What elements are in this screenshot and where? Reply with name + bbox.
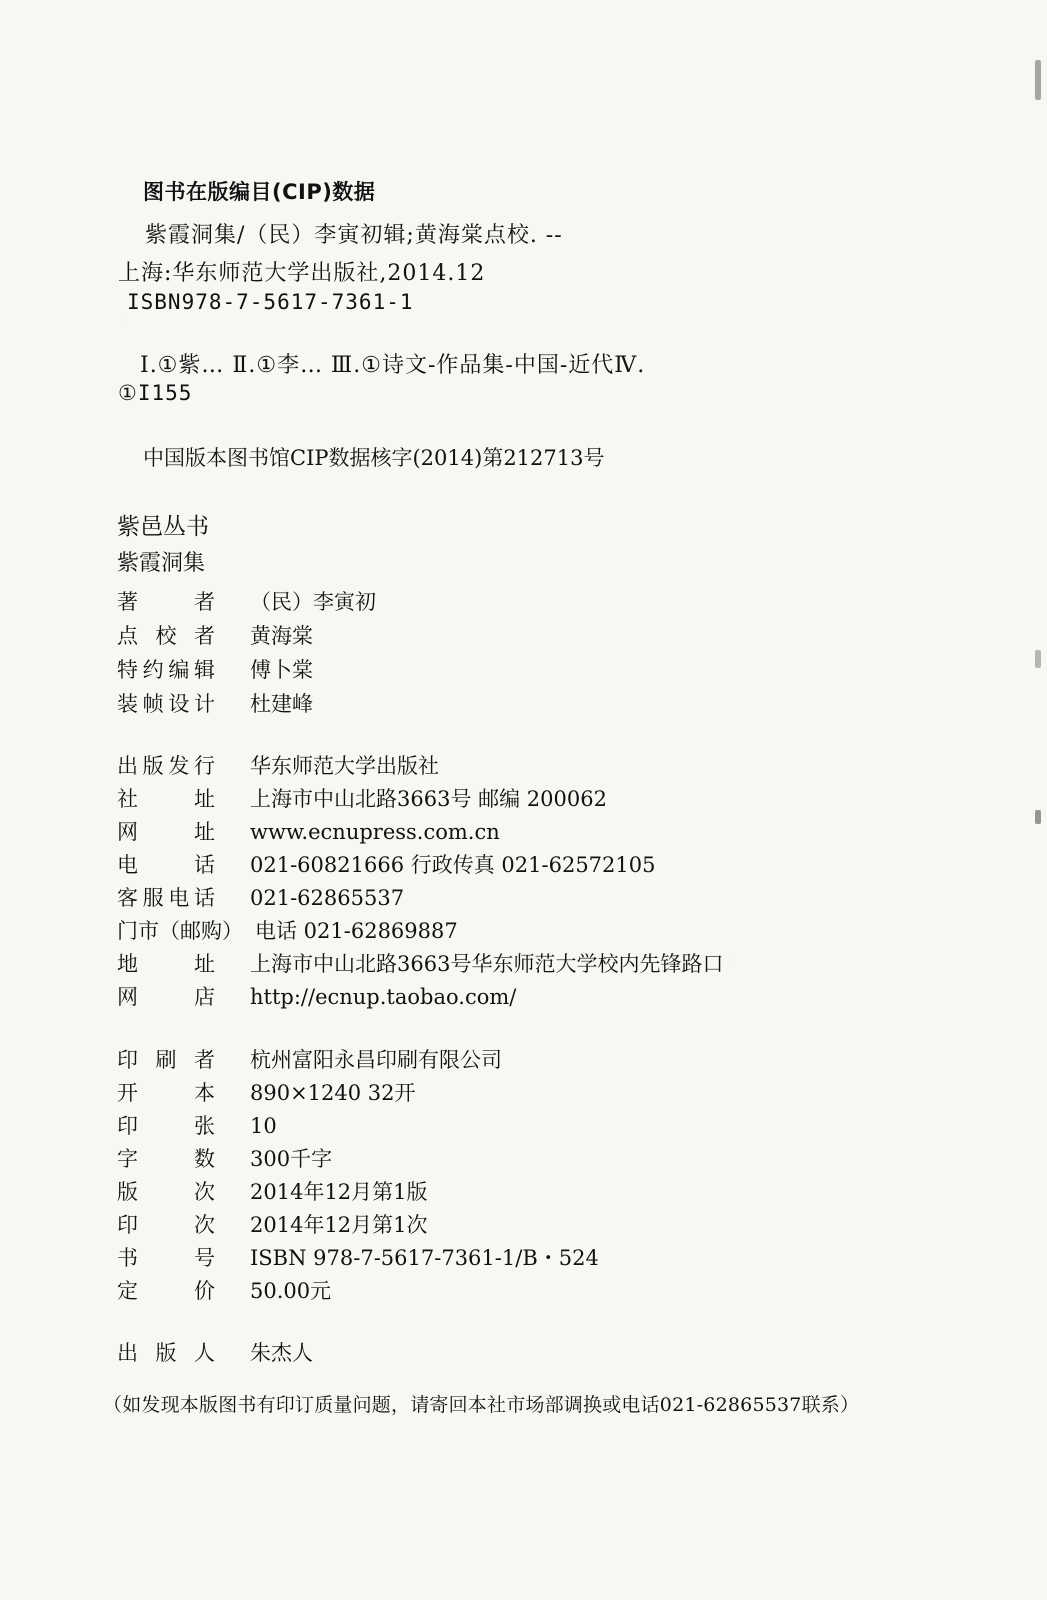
credit-row-author <box>117 586 376 616</box>
publisher-value: 华东师范大学出版社 <box>250 754 439 778</box>
printing-value: 2014年12月第1次 <box>250 1213 428 1237</box>
series-title: 紫邑丛书 <box>117 514 209 540</box>
publisher-row-address <box>117 783 607 813</box>
credit-row-designer <box>117 688 313 718</box>
printing-label: 字 数 <box>117 1147 215 1171</box>
credit-label: 特 约 编 辑 <box>117 658 215 682</box>
scan-artifact <box>1035 60 1041 100</box>
scan-artifact <box>1035 810 1041 824</box>
publisher-row-phone <box>117 849 655 879</box>
publisher-label: 网 址 <box>117 820 215 844</box>
publisher-label: 门市（邮购） <box>117 919 243 943</box>
printing-row-edition <box>117 1176 428 1206</box>
printing-value: 2014年12月第1版 <box>250 1180 428 1204</box>
cip-line-publisher: 上海:华东师范大学出版社,2014.12 <box>118 261 486 286</box>
publisher-value: 电话 021-62869887 <box>255 919 458 943</box>
publisher-row-issuer <box>117 750 439 780</box>
publisher-label: 地 址 <box>117 952 215 976</box>
quality-notice: （如发现本版图书有印订质量问题，请寄回本社市场部调换或电话021-62865537联系） <box>103 1394 860 1416</box>
cip-approval-number: 中国版本图书馆CIP数据核字(2014)第212713号 <box>143 446 605 470</box>
publisher-value: 021-62865537 <box>250 886 405 910</box>
cip-heading: 图书在版编目(CIP)数据 <box>143 180 376 204</box>
printing-value: 300千字 <box>250 1147 333 1171</box>
publisher-label: 电 话 <box>117 853 215 877</box>
publisher-row-website <box>117 816 500 846</box>
cip-line-title: 紫霞洞集/（民）李寅初辑;黄海棠点校. -- <box>145 223 563 248</box>
printing-label: 印 张 <box>117 1114 215 1138</box>
credit-value: 杜建峰 <box>250 692 313 716</box>
book-title: 紫霞洞集 <box>117 551 206 576</box>
publisher-label: 社 址 <box>117 787 215 811</box>
printing-label: 印 次 <box>117 1213 215 1237</box>
credit-row-editor <box>117 654 313 684</box>
cip-line-isbn: ISBN978-7-5617-7361-1 <box>127 290 414 314</box>
publisher-row-store <box>117 915 458 945</box>
printing-row-word-count <box>117 1143 332 1173</box>
cip-line-classification: Ⅰ.①紫… Ⅱ.①李… Ⅲ.①诗文-作品集-中国-近代Ⅳ. <box>140 353 646 378</box>
issuer-value: 朱杰人 <box>250 1341 313 1365</box>
printing-row-impression <box>117 1209 428 1239</box>
publisher-value: 上海市中山北路3663号 邮编 200062 <box>250 787 607 811</box>
issuer-row <box>117 1337 313 1367</box>
printing-label: 开 本 <box>117 1081 215 1105</box>
credit-label: 著 者 <box>117 590 215 614</box>
printing-value: 杭州富阳永昌印刷有限公司 <box>250 1048 502 1072</box>
printing-label: 版 次 <box>117 1180 215 1204</box>
printing-row-price <box>117 1275 331 1305</box>
issuer-label: 出 版 人 <box>117 1341 215 1365</box>
publisher-label: 客 服 电 话 <box>117 886 215 910</box>
credit-value: （民）李寅初 <box>250 590 376 614</box>
credit-label: 装 帧 设 计 <box>117 692 215 716</box>
credit-row-proofreader <box>117 620 313 650</box>
credit-label: 点 校 者 <box>117 624 215 648</box>
printing-row-printer <box>117 1044 502 1074</box>
printing-value: 50.00元 <box>250 1279 332 1303</box>
printing-row-format <box>117 1077 416 1107</box>
publisher-row-online-store <box>117 981 516 1011</box>
publisher-value: http://ecnup.taobao.com/ <box>250 985 517 1009</box>
printing-row-book-number <box>117 1242 599 1272</box>
printing-label: 定 价 <box>117 1279 215 1303</box>
publisher-value: www.ecnupress.com.cn <box>250 820 500 844</box>
publisher-value: 021-60821666 行政传真 021-62572105 <box>250 853 656 877</box>
publisher-row-service-phone <box>117 882 404 912</box>
printing-value: ISBN 978-7-5617-7361-1/B・524 <box>250 1246 599 1270</box>
scan-artifact <box>1035 650 1041 668</box>
printing-label: 印 刷 者 <box>117 1048 215 1072</box>
publisher-label: 网 店 <box>117 985 215 1009</box>
publisher-value: 上海市中山北路3663号华东师范大学校内先锋路口 <box>250 952 724 976</box>
printing-value: 890×1240 32开 <box>250 1081 416 1105</box>
credit-value: 黄海棠 <box>250 624 313 648</box>
printing-row-sheets <box>117 1110 277 1140</box>
cip-line-clc: ①I155 <box>118 381 193 405</box>
printing-label: 书 号 <box>117 1246 215 1270</box>
publisher-row-store-address <box>117 948 723 978</box>
credit-value: 傅卜棠 <box>250 658 313 682</box>
printing-value: 10 <box>250 1114 277 1138</box>
publisher-label: 出 版 发 行 <box>117 754 215 778</box>
